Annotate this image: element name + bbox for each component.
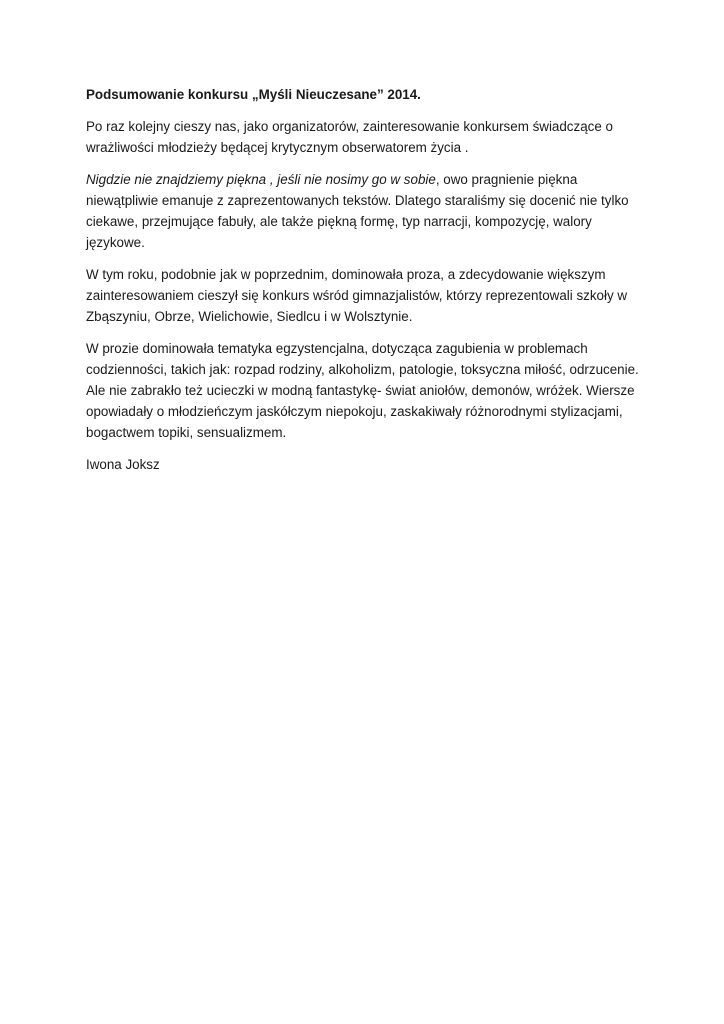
paragraph-beauty — [86, 169, 642, 253]
paragraph-quote: Nigdzie nie znajdziemy piękna , jeśli nie nosimy go w sobie — [86, 172, 436, 187]
paragraph-beauty-text: , owo pragnienie piękna niewątpliwie emanuje z zaprezentowanych tekstów. Dlatego staraliśmy się docenić nie tylko ciekawe, przejmujące fabuły, ale także piękną formę, typ narracji, kompozycję, walory językowe. — [86, 172, 629, 250]
paragraph-intro: Po raz kolejny cieszy nas, jako organizatorów, zainteresowanie konkursem świadczące o wrażliwości młodzieży będącej krytycznym obserwatorem życia . — [86, 119, 613, 155]
paragraph-prose: W prozie dominowała tematyka egzystencjalna, dotycząca zagubienia w problemach codzienności, takich jak: rozpad rodziny, alkoholizm, patologie, toksyczna miłość, odrzucenie. Ale nie zabrakło też ucieczki w modną fantastykę- świat aniołów, demonów, wróżek. Wiersze opowiadały o młodzieńczym jaskółczym niepokoju, zaskakiwały różnorodnymi stylizacjami, bogactwem topiki, sensualizmem. — [86, 341, 639, 440]
document-title: Podsumowanie konkursu „Myśli Nieuczesane” 2014. — [86, 87, 421, 102]
document-page — [86, 84, 642, 475]
signature: Iwona Joksz — [86, 457, 160, 472]
paragraph-this-year: W tym roku, podobnie jak w poprzednim, dominowała proza, a zdecydowanie większym zainteresowaniem cieszył się konkurs wśród gimnazjalistów, którzy reprezentowali szkoły w Zbąszyniu, Obrze, Wielichowie, Siedlcu i w Wolsztynie. — [86, 267, 628, 324]
